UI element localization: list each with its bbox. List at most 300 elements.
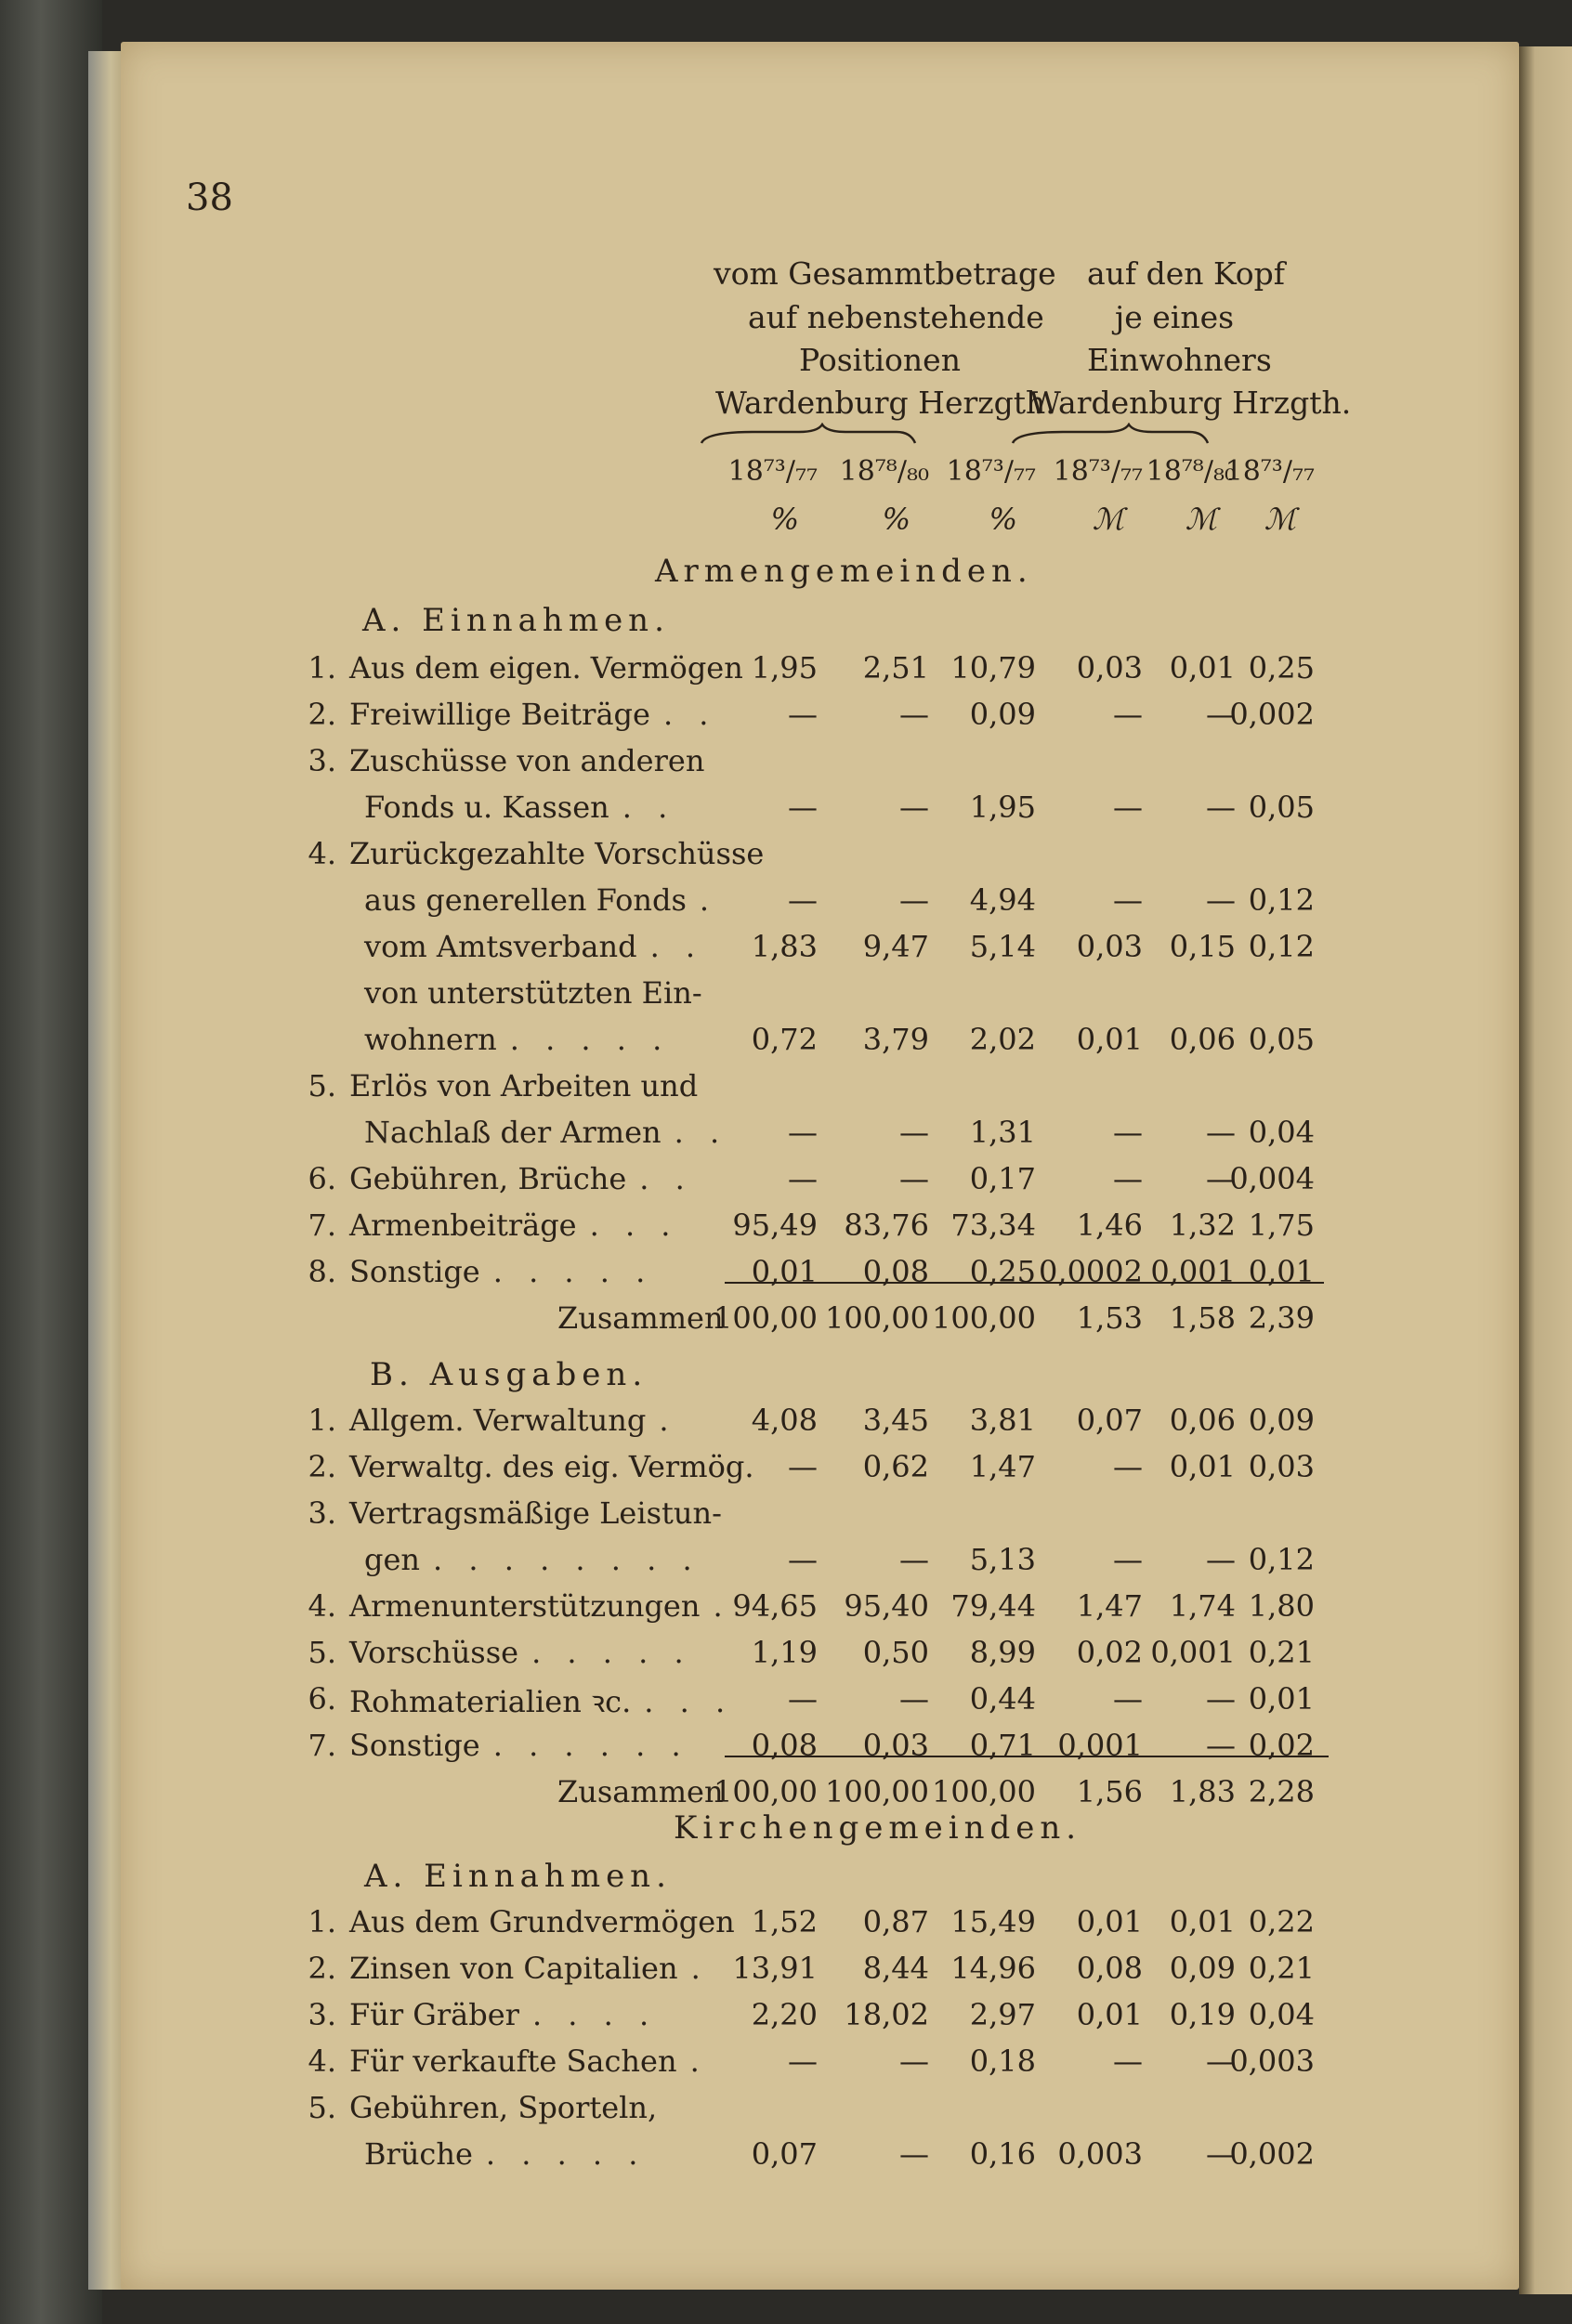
table-cell: 0,05 [1248, 1022, 1315, 1057]
table-cell: 0,21 [1248, 1635, 1315, 1670]
table-cell: 0,01 [1076, 1997, 1143, 2032]
row-label [349, 1208, 678, 1243]
table-row [307, 1997, 1329, 2043]
row-leader-dots: . [713, 1588, 731, 1624]
row-leader-dots: . [659, 1403, 677, 1438]
row-label-text: Vertragsmäßige Leistun- [349, 1495, 722, 1531]
table-cell: 0,0002 [1039, 1254, 1143, 1289]
table-cell: 0,003 [1057, 2136, 1143, 2172]
unit-header-5: ℳ [1185, 502, 1217, 537]
unit-header-row [0, 502, 1572, 539]
table-cell: 1,46 [1076, 1208, 1143, 1243]
table-cell: — [899, 697, 929, 732]
table-cell: 5,13 [969, 1542, 1036, 1577]
table-row [307, 1495, 1329, 1542]
row-number: 4. [308, 2043, 336, 2079]
row-label-text: Allgem. Verwaltung [349, 1403, 647, 1438]
table-cell: — [1206, 697, 1236, 732]
row-label-text: Aus dem Grundvermögen [349, 1904, 735, 1939]
table-cell: 0,15 [1169, 929, 1236, 964]
table-cell: 100,00 [932, 1300, 1036, 1336]
table-cell: 0,01 [1169, 1904, 1236, 1939]
table-row [307, 790, 1329, 836]
table-cell: 0,09 [1169, 1951, 1236, 1986]
row-leader-dots: . [689, 2043, 708, 2079]
table-cell: — [788, 882, 818, 918]
table-cell: 3,45 [862, 1403, 929, 1438]
table-cell: — [1206, 1542, 1236, 1577]
table-cell: 0,71 [969, 1728, 1036, 1763]
table-cell: — [788, 1449, 818, 1484]
row-number: 5. [308, 1635, 336, 1670]
table-cell: — [899, 1115, 929, 1150]
table-cell: — [899, 1161, 929, 1196]
table-cell: — [899, 2136, 929, 2172]
table-cell: 3,81 [969, 1403, 1036, 1438]
row-label-text: Brüche [364, 2136, 473, 2172]
header-left-line-2: auf nebenstehende [748, 299, 1044, 335]
table-cell: — [1113, 1542, 1143, 1577]
table-cell: 0,44 [969, 1681, 1036, 1717]
table-cell: 73,34 [950, 1208, 1036, 1243]
table-cell: 0,72 [751, 1022, 818, 1057]
table-cell: 0,01 [751, 1254, 818, 1289]
table-cell: 0,17 [969, 1161, 1036, 1196]
row-label-text: Sonstige [349, 1254, 480, 1289]
table-cell: 2,20 [751, 1997, 818, 2032]
row-label-text: Zusammen [557, 1774, 724, 1809]
table-cell: 0,03 [1076, 929, 1143, 964]
row-label [349, 2090, 670, 2125]
table-cell: 1,32 [1169, 1208, 1236, 1243]
period-header-2: 18⁷⁸/₈₀ [839, 455, 929, 488]
table-cell: — [899, 2043, 929, 2079]
row-number: 1. [308, 1403, 336, 1438]
row-label-text: Zusammen [557, 1300, 724, 1336]
header-right-line-2: je eines [1115, 299, 1235, 335]
page-number: 38 [186, 176, 233, 219]
row-leader-dots: . . . . . [485, 2136, 647, 2172]
table-row [307, 929, 1329, 975]
table-cell: 94,65 [732, 1588, 818, 1624]
row-number: 3. [308, 1997, 336, 2032]
table-cell: — [1113, 790, 1143, 825]
row-label [349, 836, 777, 871]
row-label-text: Vorschüsse [349, 1635, 519, 1670]
table-cell: 0,003 [1229, 2043, 1315, 2079]
table-cell: 1,95 [751, 650, 818, 685]
header-left-line-1: vom Gesammtbetrage [714, 255, 1056, 292]
row-label-text: Rohmaterialien ꝛc. [349, 1684, 632, 1719]
table-row [307, 1254, 1329, 1300]
table-cell: — [788, 790, 818, 825]
table-row [307, 1904, 1329, 1951]
row-leader-dots: . . [639, 1161, 693, 1196]
table-row [307, 1542, 1329, 1588]
table-row [307, 1022, 1329, 1068]
table-cell: — [1113, 1449, 1143, 1484]
table-cell: 0,03 [1248, 1449, 1315, 1484]
brace-right [1013, 424, 1208, 443]
row-number: 5. [308, 2090, 336, 2125]
table-row [307, 1208, 1329, 1254]
header-right-line-1: auf den Kopf [1087, 255, 1286, 292]
table-row [307, 2136, 1329, 2183]
row-number: 6. [308, 1161, 336, 1196]
row-label [364, 929, 703, 964]
section-armengemeinden: Armengemeinden. [655, 553, 1033, 590]
table-cell: 0,01 [1169, 1449, 1236, 1484]
table-cell: 0,01 [1248, 1254, 1315, 1289]
table-cell: 100,00 [932, 1774, 1036, 1809]
table-cell: 18,02 [844, 1997, 929, 2032]
row-label-text: Verwaltg. des eig. Vermög. [349, 1449, 754, 1484]
table-cell: 14,96 [950, 1951, 1036, 1986]
table-row [307, 2043, 1329, 2090]
table-row [307, 1068, 1329, 1115]
row-number: 1. [308, 650, 336, 685]
row-label [349, 743, 717, 778]
table-cell: 0,62 [862, 1449, 929, 1484]
table-cell: 0,001 [1057, 1728, 1143, 1763]
table-cell: — [899, 790, 929, 825]
row-label [349, 1403, 677, 1438]
row-label [349, 1495, 735, 1531]
row-number: 4. [308, 836, 336, 871]
row-leader-dots: . . . . . . . . [433, 1542, 701, 1577]
table-cell: 0,02 [1076, 1635, 1143, 1670]
row-number: 2. [308, 697, 336, 732]
table-cell: 0,01 [1076, 1022, 1143, 1057]
unit-header-3: % [989, 502, 1017, 537]
row-label [349, 2043, 708, 2079]
row-leader-dots: . . . . [531, 1997, 658, 2032]
table-cell: 5,14 [969, 929, 1036, 964]
table-row [307, 650, 1329, 697]
table-cell: 13,91 [732, 1951, 818, 1986]
table-cell: 1,56 [1076, 1774, 1143, 1809]
table-cell: 100,00 [714, 1300, 818, 1336]
period-header-1: 18⁷³/₇₇ [727, 455, 818, 488]
row-label-text: Zurückgezahlte Vorschüsse [349, 836, 765, 871]
row-label-text: Zuschüsse von anderen [349, 743, 705, 778]
row-leader-dots: . . [622, 790, 676, 825]
table-cell: 0,03 [862, 1728, 929, 1763]
unit-header-1: % [770, 502, 799, 537]
table-cell: — [1113, 697, 1143, 732]
header-left-line-4: Wardenburg Herzgth. [715, 385, 1055, 421]
facing-page-edge [1519, 46, 1572, 2294]
table-cell: 0,01 [1076, 1904, 1143, 1939]
row-leader-dots: . . [649, 929, 704, 964]
table-cell: 0,002 [1229, 697, 1315, 732]
table-cell: — [1206, 1681, 1236, 1717]
table-cell: — [899, 1681, 929, 1717]
table-cell: 0,25 [1248, 650, 1315, 685]
row-label-text: von unterstützten Ein- [364, 975, 702, 1011]
unit-header-4: ℳ [1092, 502, 1124, 537]
row-label [349, 1635, 692, 1670]
period-header-row [0, 455, 1572, 492]
table-cell: — [899, 1542, 929, 1577]
table-row [307, 1728, 1329, 1774]
table-cell: — [1206, 2043, 1236, 2079]
row-leader-dots: . [690, 1951, 709, 1986]
table-cell: 0,09 [1248, 1403, 1315, 1438]
row-label [349, 1951, 709, 1986]
table-cell: 1,53 [1076, 1300, 1143, 1336]
table-cell: 0,01 [1248, 1681, 1315, 1717]
table-row [307, 1300, 1329, 1347]
table-cell: 2,51 [862, 650, 929, 685]
table-cell: 0,19 [1169, 1997, 1236, 2032]
row-leader-dots: . . [662, 697, 717, 732]
row-label [364, 2136, 646, 2172]
row-label [349, 1681, 733, 1721]
table-cell: 0,08 [862, 1254, 929, 1289]
table-cell: — [1206, 1115, 1236, 1150]
header-braces [697, 423, 1217, 450]
row-number: 3. [308, 1495, 336, 1531]
row-label-text: Fonds u. Kassen [364, 790, 609, 825]
row-number: 3. [308, 743, 336, 778]
table-cell: 0,01 [1169, 650, 1236, 685]
table-cell: 1,19 [751, 1635, 818, 1670]
table-cell: 0,12 [1248, 929, 1315, 964]
row-label-text: Erlös von Arbeiten und [349, 1068, 699, 1103]
row-number: 8. [308, 1254, 336, 1289]
subhead-a-einnahmen: A. Einnahmen. [362, 602, 670, 639]
table-cell: 0,03 [1076, 650, 1143, 685]
table-cell: 1,75 [1248, 1208, 1315, 1243]
table-cell: 0,18 [969, 2043, 1036, 2079]
subhead-kirchen-a-einnahmen: A. Einnahmen. [364, 1858, 672, 1895]
table-cell: 1,52 [751, 1904, 818, 1939]
table-cell: 0,25 [969, 1254, 1036, 1289]
row-label-text: Gebühren, Brüche [349, 1161, 627, 1196]
table-cell: 0,16 [969, 2136, 1036, 2172]
row-label [349, 1588, 731, 1624]
table-cell: — [788, 2043, 818, 2079]
row-label-text: Für verkaufte Sachen [349, 2043, 677, 2079]
table-row [307, 743, 1329, 790]
period-header-6: 18⁷³/₇₇ [1225, 455, 1315, 488]
row-leader-dots: . . . [589, 1208, 679, 1243]
table-cell: 1,83 [751, 929, 818, 964]
row-label-text: Nachlaß der Armen [364, 1115, 662, 1150]
row-label [349, 1728, 689, 1763]
table-cell: 0,07 [1076, 1403, 1143, 1438]
table-cell: 0,12 [1248, 882, 1315, 918]
table-cell: 8,99 [969, 1635, 1036, 1670]
table-cell: 95,49 [732, 1208, 818, 1243]
row-label [349, 1449, 766, 1484]
table-cell: — [1113, 2043, 1143, 2079]
row-label [349, 650, 756, 685]
row-leader-dots: . . [674, 1115, 728, 1150]
page-edge [88, 51, 125, 2290]
row-label-text: gen [364, 1542, 421, 1577]
table-cell: 83,76 [844, 1208, 929, 1243]
table-row [307, 1774, 1329, 1821]
row-leader-dots: . . . . . [509, 1022, 671, 1057]
header-right-line-3: Einwohners [1087, 342, 1272, 378]
row-label [364, 975, 715, 1011]
table-cell: — [788, 1161, 818, 1196]
table-cell: 0,001 [1150, 1635, 1236, 1670]
row-label-text: wohnern [364, 1022, 497, 1057]
unit-header-2: % [882, 502, 910, 537]
table-row [307, 2090, 1329, 2136]
table-cell: 0,04 [1248, 1997, 1315, 2032]
table-cell: 0,08 [751, 1728, 818, 1763]
row-label-text: vom Amtsverband [364, 929, 637, 964]
brace-left [701, 424, 915, 443]
table-cell: 0,87 [862, 1904, 929, 1939]
table-cell: — [1113, 882, 1143, 918]
table-cell: 0,21 [1248, 1951, 1315, 1986]
row-leader-dots: . . . . . . [492, 1728, 689, 1763]
header-right-line-4: Wardenburg Hrzgth. [1029, 385, 1352, 421]
table-cell: 1,95 [969, 790, 1036, 825]
row-number: 5. [308, 1068, 336, 1103]
row-number: 4. [308, 1588, 336, 1624]
table-cell: 1,47 [1076, 1588, 1143, 1624]
table-row [307, 1403, 1329, 1449]
table-cell: 100,00 [825, 1300, 929, 1336]
table-row [307, 1161, 1329, 1208]
row-label-text: Gebühren, Sporteln, [349, 2090, 658, 2125]
row-label-text: aus generellen Fonds [364, 882, 687, 918]
row-label-text: Zinsen von Capitalien [349, 1951, 678, 1986]
row-number: 7. [308, 1208, 336, 1243]
table-row [307, 1951, 1329, 1997]
table-row [307, 1635, 1329, 1681]
table-cell: 0,04 [1248, 1115, 1315, 1150]
period-header-4: 18⁷³/₇₇ [1053, 455, 1143, 488]
row-label [364, 1022, 670, 1057]
table-cell: 0,09 [969, 697, 1036, 732]
row-number: 6. [308, 1681, 336, 1717]
row-number: 7. [308, 1728, 336, 1763]
row-label-text: Armenbeiträge [349, 1208, 577, 1243]
period-header-5: 18⁷⁸/₈₀ [1146, 455, 1236, 488]
table-cell: 95,40 [844, 1588, 929, 1624]
table-cell: — [788, 1542, 818, 1577]
table-cell: — [1206, 1728, 1236, 1763]
table-cell: 0,002 [1229, 2136, 1315, 2172]
table-row [307, 836, 1329, 882]
table-cell: — [899, 882, 929, 918]
table-cell: 0,22 [1248, 1904, 1315, 1939]
unit-header-6: ℳ [1264, 502, 1296, 537]
table-cell: — [788, 1115, 818, 1150]
row-label [364, 790, 675, 825]
table-cell: 100,00 [714, 1774, 818, 1809]
header-left-line-3: Positionen [799, 342, 961, 378]
table-cell: 1,47 [969, 1449, 1036, 1484]
row-label-text: Freiwillige Beiträge [349, 697, 650, 732]
table-cell: 1,58 [1169, 1300, 1236, 1336]
row-label [364, 882, 717, 918]
table-cell: — [1113, 1681, 1143, 1717]
table-cell: 0,06 [1169, 1022, 1236, 1057]
section-kirchengemeinden: Kirchengemeinden. [674, 1809, 1082, 1847]
table-cell: 1,74 [1169, 1588, 1236, 1624]
table-row [307, 975, 1329, 1022]
row-label [349, 1161, 693, 1196]
row-label [349, 1997, 657, 2032]
table-cell: 4,08 [751, 1403, 818, 1438]
table-cell: — [1113, 1161, 1143, 1196]
table-cell: 15,49 [950, 1904, 1036, 1939]
book-spine [0, 0, 102, 2324]
table-cell: 0,05 [1248, 790, 1315, 825]
table-cell: 0,08 [1076, 1951, 1143, 1986]
row-label [349, 1904, 748, 1939]
row-leader-dots: . [699, 882, 718, 918]
table-row [307, 1588, 1329, 1635]
table-cell: 1,31 [969, 1115, 1036, 1150]
table-cell: — [788, 1681, 818, 1717]
row-label [364, 1115, 727, 1150]
table-cell: 100,00 [825, 1774, 929, 1809]
table-cell: 0,02 [1248, 1728, 1315, 1763]
table-cell: 1,83 [1169, 1774, 1236, 1809]
row-leader-dots: . . . . . [492, 1254, 654, 1289]
table-cell: 3,79 [862, 1022, 929, 1057]
table-cell: 0,001 [1150, 1254, 1236, 1289]
period-header-3: 18⁷³/₇₇ [946, 455, 1036, 488]
table-cell: 0,07 [751, 2136, 818, 2172]
subhead-b-ausgaben: B. Ausgaben. [370, 1356, 648, 1393]
table-cell: 2,97 [969, 1997, 1036, 2032]
row-leader-dots: . . . . . [531, 1635, 692, 1670]
table-cell: — [1206, 2136, 1236, 2172]
table-row [307, 1449, 1329, 1495]
row-label-text: Aus dem eigen. Vermögen [349, 650, 743, 685]
row-leader-dots: . . . [644, 1684, 734, 1719]
table-cell: 4,94 [969, 882, 1036, 918]
table-cell: 9,47 [862, 929, 929, 964]
table-row [307, 1681, 1329, 1728]
table-cell: 0,50 [862, 1635, 929, 1670]
table-row [307, 697, 1329, 743]
table-cell: 10,79 [950, 650, 1036, 685]
table-cell: 0,06 [1169, 1403, 1236, 1438]
row-label-text: Für Gräber [349, 1997, 519, 2032]
table-cell: 2,39 [1248, 1300, 1315, 1336]
table-row [307, 882, 1329, 929]
table-cell: — [1206, 882, 1236, 918]
table-cell: 8,44 [862, 1951, 929, 1986]
row-label [349, 1254, 653, 1289]
row-number: 2. [308, 1449, 336, 1484]
row-label [349, 697, 716, 732]
row-label [364, 1542, 701, 1577]
row-label-text: Armenunterstützungen [349, 1588, 701, 1624]
table-cell: 1,80 [1248, 1588, 1315, 1624]
row-number: 1. [308, 1904, 336, 1939]
row-label [349, 1068, 711, 1103]
table-cell: — [1206, 790, 1236, 825]
table-cell: 2,02 [969, 1022, 1036, 1057]
table-row [307, 1115, 1329, 1161]
table-cell: 2,28 [1248, 1774, 1315, 1809]
table-cell: 0,004 [1229, 1161, 1315, 1196]
table-cell: 0,12 [1248, 1542, 1315, 1577]
table-cell: — [1113, 1115, 1143, 1150]
